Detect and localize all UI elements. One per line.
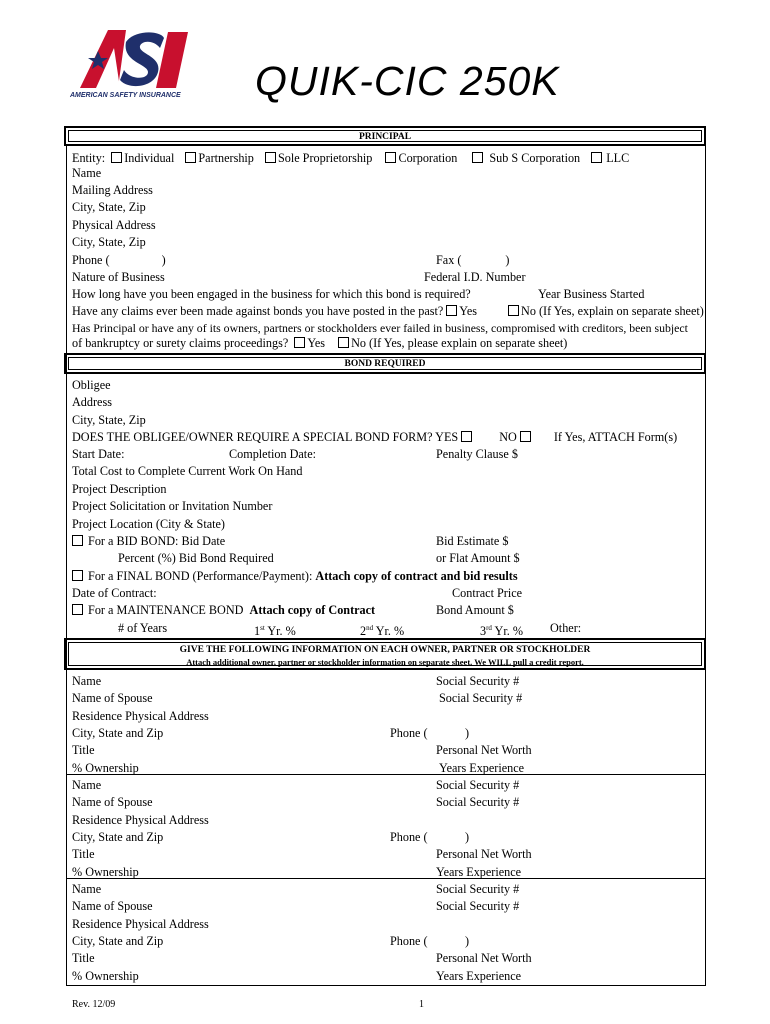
owner-ssn-field[interactable]: Social Security # bbox=[436, 882, 520, 896]
yr1-num: 1 bbox=[254, 624, 261, 639]
special-form-question: DOES THE OBLIGEE/OWNER REQUIRE A SPECIAL BOND FORM? YES bbox=[72, 430, 459, 444]
phone-close: ) bbox=[161, 253, 166, 267]
completion-date-field[interactable]: Completion Date: bbox=[229, 447, 316, 461]
mailing-address-field[interactable]: Mailing Address bbox=[72, 183, 153, 197]
owner-residence-field[interactable]: Residence Physical Address bbox=[72, 916, 209, 931]
owner-networth-field[interactable]: Personal Net Worth bbox=[436, 847, 532, 862]
frame-right bbox=[705, 146, 706, 986]
yr3-sup: rd bbox=[486, 624, 492, 632]
owner-divider bbox=[66, 878, 706, 879]
flat-amount-field[interactable]: or Flat Amount $ bbox=[436, 551, 520, 565]
owner-spouse-field[interactable]: Name of Spouse bbox=[72, 899, 153, 914]
contract-price-field[interactable]: Contract Price bbox=[452, 586, 523, 600]
owner-spouse-ssn-field[interactable]: Social Security # bbox=[436, 899, 520, 914]
failed-no-label: No (If Yes, please explain on separate sheet) bbox=[351, 336, 568, 350]
form-title: QUIK-CIC 250K bbox=[255, 58, 560, 104]
owner-name-field[interactable]: Name bbox=[72, 674, 102, 688]
owner-networth-field[interactable]: Personal Net Worth bbox=[436, 951, 532, 966]
date-of-contract-field[interactable]: Date of Contract: bbox=[72, 586, 157, 600]
failed-no-checkbox[interactable] bbox=[338, 337, 349, 348]
owner-ssn-field[interactable]: Social Security # bbox=[436, 674, 520, 688]
principal-name-field[interactable]: Name bbox=[72, 166, 102, 180]
entity-llc-label: LLC bbox=[606, 151, 630, 165]
yr1-sup: st bbox=[260, 624, 265, 632]
entity-corporation-label: Corporation bbox=[398, 151, 458, 165]
special-form-no-label: NO bbox=[499, 430, 517, 444]
yr3-num: 3 bbox=[480, 624, 487, 639]
maintenance-checkbox[interactable] bbox=[72, 604, 83, 615]
owners-header-line1: GIVE THE FOLLOWING INFORMATION ON EACH OWNER, PARTNER OR STOCKHOLDER bbox=[179, 645, 591, 655]
owner-city-field[interactable]: City, State and Zip bbox=[72, 933, 164, 948]
entity-partnership-checkbox[interactable] bbox=[185, 152, 196, 163]
failed-yes-checkbox[interactable] bbox=[294, 337, 305, 348]
entity-sole-prop-label: Sole Proprietorship bbox=[277, 151, 373, 165]
how-long-field[interactable]: How long have you been engaged in the business for which this bond is required? bbox=[72, 287, 471, 301]
owner-ssn-field[interactable]: Social Security # bbox=[436, 778, 520, 792]
section-header-bond bbox=[64, 353, 706, 374]
project-location-field[interactable]: Project Location (City & State) bbox=[72, 517, 225, 531]
yr2-label: Yr. % bbox=[375, 624, 405, 639]
special-form-attach: If Yes, ATTACH Form(s) bbox=[553, 430, 678, 444]
owners-header-line2: Attach additional owner, partner or stockholder information on separate sheet. We WILL pull a credit report. bbox=[186, 657, 584, 667]
owner-name-field[interactable]: Name bbox=[72, 778, 102, 792]
failed-yes-label: Yes bbox=[307, 336, 326, 350]
owner-residence-field[interactable]: Residence Physical Address bbox=[72, 812, 209, 827]
owner-ownership-field[interactable]: % Ownership bbox=[72, 760, 139, 775]
entity-subs-checkbox[interactable] bbox=[472, 152, 483, 163]
frame-left bbox=[66, 146, 67, 986]
owner-phone-field[interactable]: Phone ( bbox=[390, 829, 428, 844]
final-bond-label: For a FINAL BOND (Performance/Payment): bbox=[88, 569, 313, 583]
years-row bbox=[118, 620, 167, 637]
claims-question: Have any claims ever been made against bonds you have posted in the past? bbox=[72, 304, 444, 318]
owner-spouse-ssn-field[interactable]: Social Security # bbox=[436, 795, 520, 810]
special-form-yes-checkbox[interactable] bbox=[461, 431, 472, 442]
logo-tagline: AMERICAN SAFETY INSURANCE bbox=[70, 92, 181, 99]
phone-field[interactable] bbox=[72, 252, 166, 269]
fax-field[interactable] bbox=[436, 252, 509, 269]
years-label: # of Years bbox=[118, 621, 168, 635]
owner-spouse-ssn-field[interactable]: Social Security # bbox=[439, 691, 523, 706]
special-form-no-checkbox[interactable] bbox=[520, 431, 531, 442]
year-started-field[interactable]: Year Business Started bbox=[538, 287, 645, 301]
owner-title-field[interactable]: Title bbox=[72, 951, 95, 966]
owner-ownership-field[interactable]: % Ownership bbox=[72, 968, 139, 983]
owner-networth-field[interactable]: Personal Net Worth bbox=[436, 743, 532, 758]
owner-city-field[interactable]: City, State and Zip bbox=[72, 829, 164, 844]
owner-spouse-field[interactable]: Name of Spouse bbox=[72, 795, 153, 810]
claims-no-checkbox[interactable] bbox=[508, 305, 519, 316]
city-state-zip-field-2[interactable]: City, State, Zip bbox=[72, 235, 146, 249]
final-bond-attach: Attach copy of contract and bid results bbox=[315, 569, 518, 583]
revision-label: Rev. 12/09 bbox=[72, 999, 116, 1010]
percent-bid-field[interactable]: Percent (%) Bid Bond Required bbox=[118, 551, 274, 565]
asi-logo bbox=[68, 22, 208, 104]
fein-field[interactable]: Federal I.D. Number bbox=[424, 270, 526, 284]
claims-no-label: No (If Yes, explain on separate sheet) bbox=[521, 304, 704, 318]
obligee-city-field[interactable]: City, State, Zip bbox=[72, 413, 146, 427]
claims-yes-label: Yes bbox=[459, 304, 477, 318]
total-cost-field[interactable]: Total Cost to Complete Current Work On Hand bbox=[72, 464, 303, 478]
maintenance-row bbox=[72, 602, 375, 619]
project-description-field[interactable]: Project Description bbox=[72, 482, 167, 496]
owner-experience-field[interactable]: Years Experience bbox=[439, 760, 525, 775]
section-header-owners bbox=[64, 638, 706, 670]
owner-phone-close: ) bbox=[465, 829, 470, 844]
owner-divider bbox=[66, 774, 706, 775]
section-header-principal bbox=[64, 126, 706, 146]
bid-bond-checkbox[interactable] bbox=[72, 535, 83, 546]
penalty-clause-field[interactable]: Penalty Clause $ bbox=[436, 447, 518, 461]
maintenance-label: For a MAINTENANCE BOND bbox=[88, 603, 244, 617]
failed-question-line2: of bankruptcy or surety claims proceedings? bbox=[72, 336, 289, 350]
failed-question-line1: Has Principal or have any of its owners, partners or stockholders ever failed in business, compromised with creditors, been subject bbox=[72, 321, 688, 335]
project-solicitation-field[interactable]: Project Solicitation or Invitation Number bbox=[72, 499, 273, 513]
entity-llc-checkbox[interactable] bbox=[591, 152, 602, 163]
obligee-address-field[interactable]: Address bbox=[72, 395, 112, 409]
owner-residence-field[interactable]: Residence Physical Address bbox=[72, 708, 209, 723]
entity-subs-label: Sub S Corporation bbox=[489, 151, 581, 165]
owner-spouse-field[interactable]: Name of Spouse bbox=[72, 691, 153, 706]
claims-row bbox=[72, 303, 704, 320]
owner-phone-field[interactable]: Phone ( bbox=[390, 725, 428, 740]
owner-phone-close: ) bbox=[465, 725, 470, 740]
owner-experience-field[interactable]: Years Experience bbox=[436, 864, 522, 879]
owner-city-field[interactable]: City, State and Zip bbox=[72, 725, 164, 740]
entity-label: Entity: bbox=[72, 151, 106, 165]
yr1-label: Yr. % bbox=[267, 624, 296, 639]
owner-phone-field[interactable]: Phone ( bbox=[390, 933, 428, 948]
nature-of-business-field[interactable]: Nature of Business bbox=[72, 270, 165, 284]
entity-individual-label: Individual bbox=[124, 151, 175, 165]
special-form-row bbox=[72, 429, 677, 446]
entity-sole-prop-checkbox[interactable] bbox=[265, 152, 276, 163]
frame-bottom bbox=[66, 985, 706, 986]
bond-header-text: BOND REQUIRED bbox=[344, 359, 426, 369]
fax-label: Fax ( bbox=[436, 253, 462, 267]
obligee-field[interactable]: Obligee bbox=[72, 378, 111, 392]
principal-header-text: PRINCIPAL bbox=[358, 132, 412, 142]
entity-individual-checkbox[interactable] bbox=[111, 152, 122, 163]
owner-title-field[interactable]: Title bbox=[72, 847, 95, 862]
claims-yes-checkbox[interactable] bbox=[446, 305, 457, 316]
owner-phone-close: ) bbox=[465, 933, 470, 948]
owner-name-field[interactable]: Name bbox=[72, 882, 102, 896]
city-state-zip-field[interactable]: City, State, Zip bbox=[72, 200, 146, 214]
start-date-field[interactable]: Start Date: bbox=[72, 447, 125, 461]
owner-ownership-field[interactable]: % Ownership bbox=[72, 864, 139, 879]
final-bond-checkbox[interactable] bbox=[72, 570, 83, 581]
final-bond-row bbox=[72, 568, 518, 585]
owner-title-field[interactable]: Title bbox=[72, 743, 95, 758]
page-number: 1 bbox=[419, 999, 424, 1010]
entity-partnership-label: Partnership bbox=[198, 151, 254, 165]
other-field[interactable]: Other: bbox=[550, 621, 582, 635]
bid-estimate-field[interactable]: Bid Estimate $ bbox=[436, 534, 509, 548]
entity-corporation-checkbox[interactable] bbox=[385, 152, 396, 163]
physical-address-field[interactable]: Physical Address bbox=[72, 218, 156, 232]
fax-close: ) bbox=[505, 253, 510, 267]
owner-experience-field[interactable]: Years Experience bbox=[436, 968, 522, 983]
yr2-sup: nd bbox=[366, 624, 374, 632]
yr3-label: Yr. % bbox=[494, 624, 523, 639]
phone-label: Phone ( bbox=[72, 253, 110, 267]
yr2-num: 2 bbox=[360, 624, 367, 639]
failed-row bbox=[72, 335, 567, 352]
bid-bond-row bbox=[72, 533, 225, 550]
bond-amount-field[interactable]: Bond Amount $ bbox=[436, 603, 514, 617]
maintenance-attach: Attach copy of Contract bbox=[249, 603, 376, 617]
entity-row bbox=[72, 150, 629, 167]
bid-bond-label: For a BID BOND: Bid Date bbox=[88, 534, 226, 548]
